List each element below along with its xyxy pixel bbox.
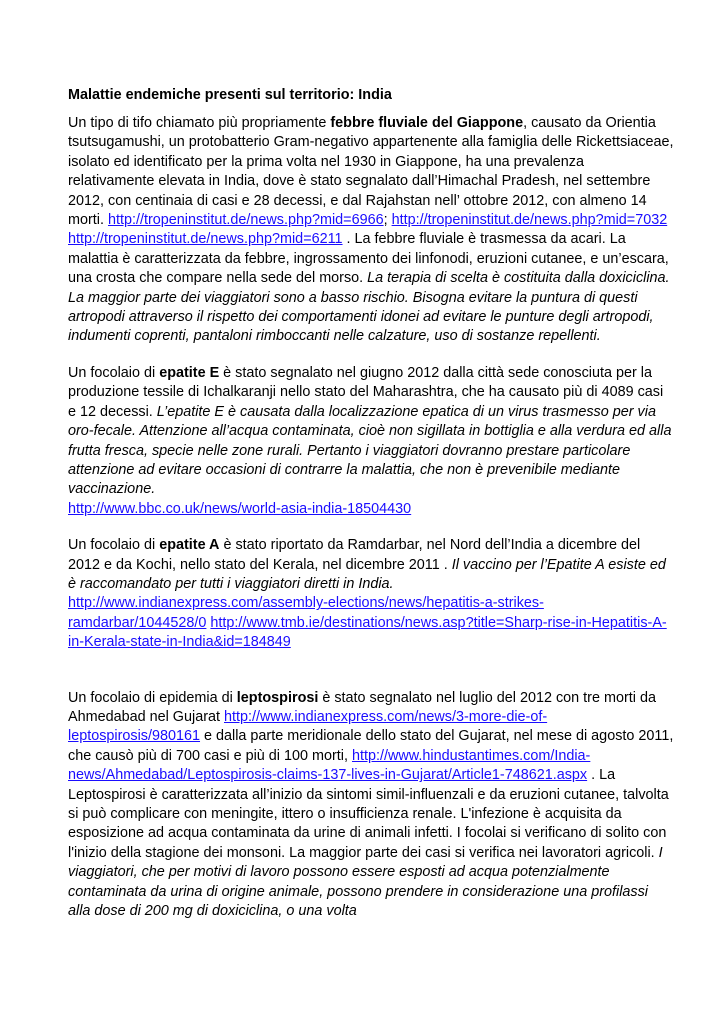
link-tropeninstitut-6966[interactable]: http://tropeninstitut.de/news.php?mid=6966 (107, 212, 384, 229)
paragraph-hepatitis-e (68, 364, 674, 519)
link-indianexpress-leptospirosis[interactable]: http://www.indianexpress.com/news/3-more-die-of-leptospirosis/980161 (68, 708, 548, 745)
link-indianexpress-hepatitis[interactable]: http://www.indianexpress.com/assembly-elections/news/hepatitis-a-strikes-ramdarbar/1044528/0 (68, 595, 544, 631)
bold-term: epatite E (159, 364, 220, 381)
link-tmb[interactable]: http://www.tmb.ie/destinations/news.asp?title=Sharp-rise-in-Hepatitis-A-in-Kerala-state-in-India&id=184849 (68, 614, 667, 651)
bold-term: leptospirosi (236, 689, 319, 706)
text: Un focolaio di (68, 537, 160, 554)
text: è stato segnalato nel giugno 2012 dalla città sede conosciuta per la produzione tessile di Ichalkaranji nello stato del Maharashtra, che ha causato più di 4089 casi e 12 decessi. (68, 364, 664, 420)
link-tropeninstitut-7032[interactable]: http://tropeninstitut.de/news.php?mid=7032 (391, 212, 668, 229)
text: è stato segnalato nel luglio del 2012 con tre morti da Ahmedabad nel Gujarat (68, 689, 656, 725)
text: è stato riportato da Ramdarbar, nel Nord dell’India a dicembre del 2012 e da Kochi, nello stato del Kerala, nel dicembre 2011 . (68, 537, 641, 573)
link-tropeninstitut-6211[interactable]: http://tropeninstitut.de/news.php?mid=6211 (68, 231, 343, 248)
link-bbc[interactable]: http://www.bbc.co.uk/news/world-asia-india-18504430 (68, 500, 412, 517)
paragraph-hepatitis-a (68, 536, 674, 652)
text: . La Leptospirosi è caratterizzata all’inizio da sintomi simil-influenzali e da eruzioni cutanee, talvolta si può complicare con meningite, ittero o insufficienza renale. L'infezione è acquisita da esposizione ad acqua contaminata da urine di animali infetti. I focolai si verificano di solito con l'inizio della stagione dei monsoni. La maggior parte dei casi si verifica nei lavoratori agricoli. (68, 767, 669, 861)
italic-advice: L’epatite E è causata dalla localizzazione epatica di un virus trasmesso per via oro-fecale. Attenzione all’acqua contaminata, cioè non sigillata in bottiglia e alla verdura ed alla frutta fresca, specie nelle zone rurali. Pertanto i viaggiatori dovranno prestare particolare attenzione ad evitare occasioni di contrarre la malattia, che non è prevenibile mediante vaccinazione. (68, 403, 672, 498)
text: Un focolaio di epidemia di (68, 689, 237, 706)
italic-advice: La terapia di scelta è costituita dalla doxiciclina. La maggior parte dei viaggiatori sono a basso rischio. Bisogna evitare la puntura di questi artropodi attraverso il rispetto dei comportamenti idonei ad evitare le punture degli artropodi, indumenti coprenti, pantaloni rimboccanti nelle calzature, uso di sostanze repellenti. (68, 270, 670, 345)
bold-term: febbre fluviale del Giappone (330, 115, 524, 131)
text: , causato da Orientia tsutsugamushi, un protobatterio Gram-negativo appartenente alla famiglia delle Rickettsiaceae, isolato ed identificato per la prima volta nel 1930 in Giappone, ha una prevalenza relativamente elevata in India, dove è stato segnalato dall’Himachal Pradesh, nel settembre 2012, con centinaia di casi e 28 decessi, e dal Rajahstan nell’ ottobre 2012, con almeno 14 morti. (68, 115, 674, 229)
bold-term: epatite A (159, 537, 220, 554)
text: . La febbre fluviale è trasmessa da acari. La malattia è caratterizzata da febbre, ingrossamento dei linfonodi, eruzioni cutanee, e un’escara, una crosta che compare nella sede del morso. (68, 231, 669, 287)
text: e dalla parte meridionale dello stato del Gujarat, nel mese di agosto 2011, che causò più di 700 casi e più di 100 morti, (68, 728, 674, 764)
text: Un focolaio di (68, 364, 160, 381)
paragraph-leptospirosis (68, 689, 674, 922)
italic-advice: I viaggiatori, che per motivi di lavoro possono essere esposti ad acqua potenzialmente contaminata da urina di origine animale, possono prendere in considerazione una profilassi alla dose di 200 mg di doxiciclina, o una volta (68, 844, 663, 920)
document-title: Malattie endemiche presenti sul territorio: India (68, 87, 392, 103)
link-hindustantimes[interactable]: http://www.hindustantimes.com/India-news/Ahmedabad/Leptospirosis-claims-137-lives-in-Gujarat/Article1-748621.aspx (68, 747, 591, 784)
italic-advice: Il vaccino per l’Epatite A esiste ed è raccomandato per tutti i viaggiatori diretti in India. (68, 556, 666, 592)
paragraph-scrub-typhus (68, 114, 674, 347)
text: Un tipo di tifo chiamato più propriamente (68, 115, 331, 131)
separator: ; (383, 212, 388, 229)
